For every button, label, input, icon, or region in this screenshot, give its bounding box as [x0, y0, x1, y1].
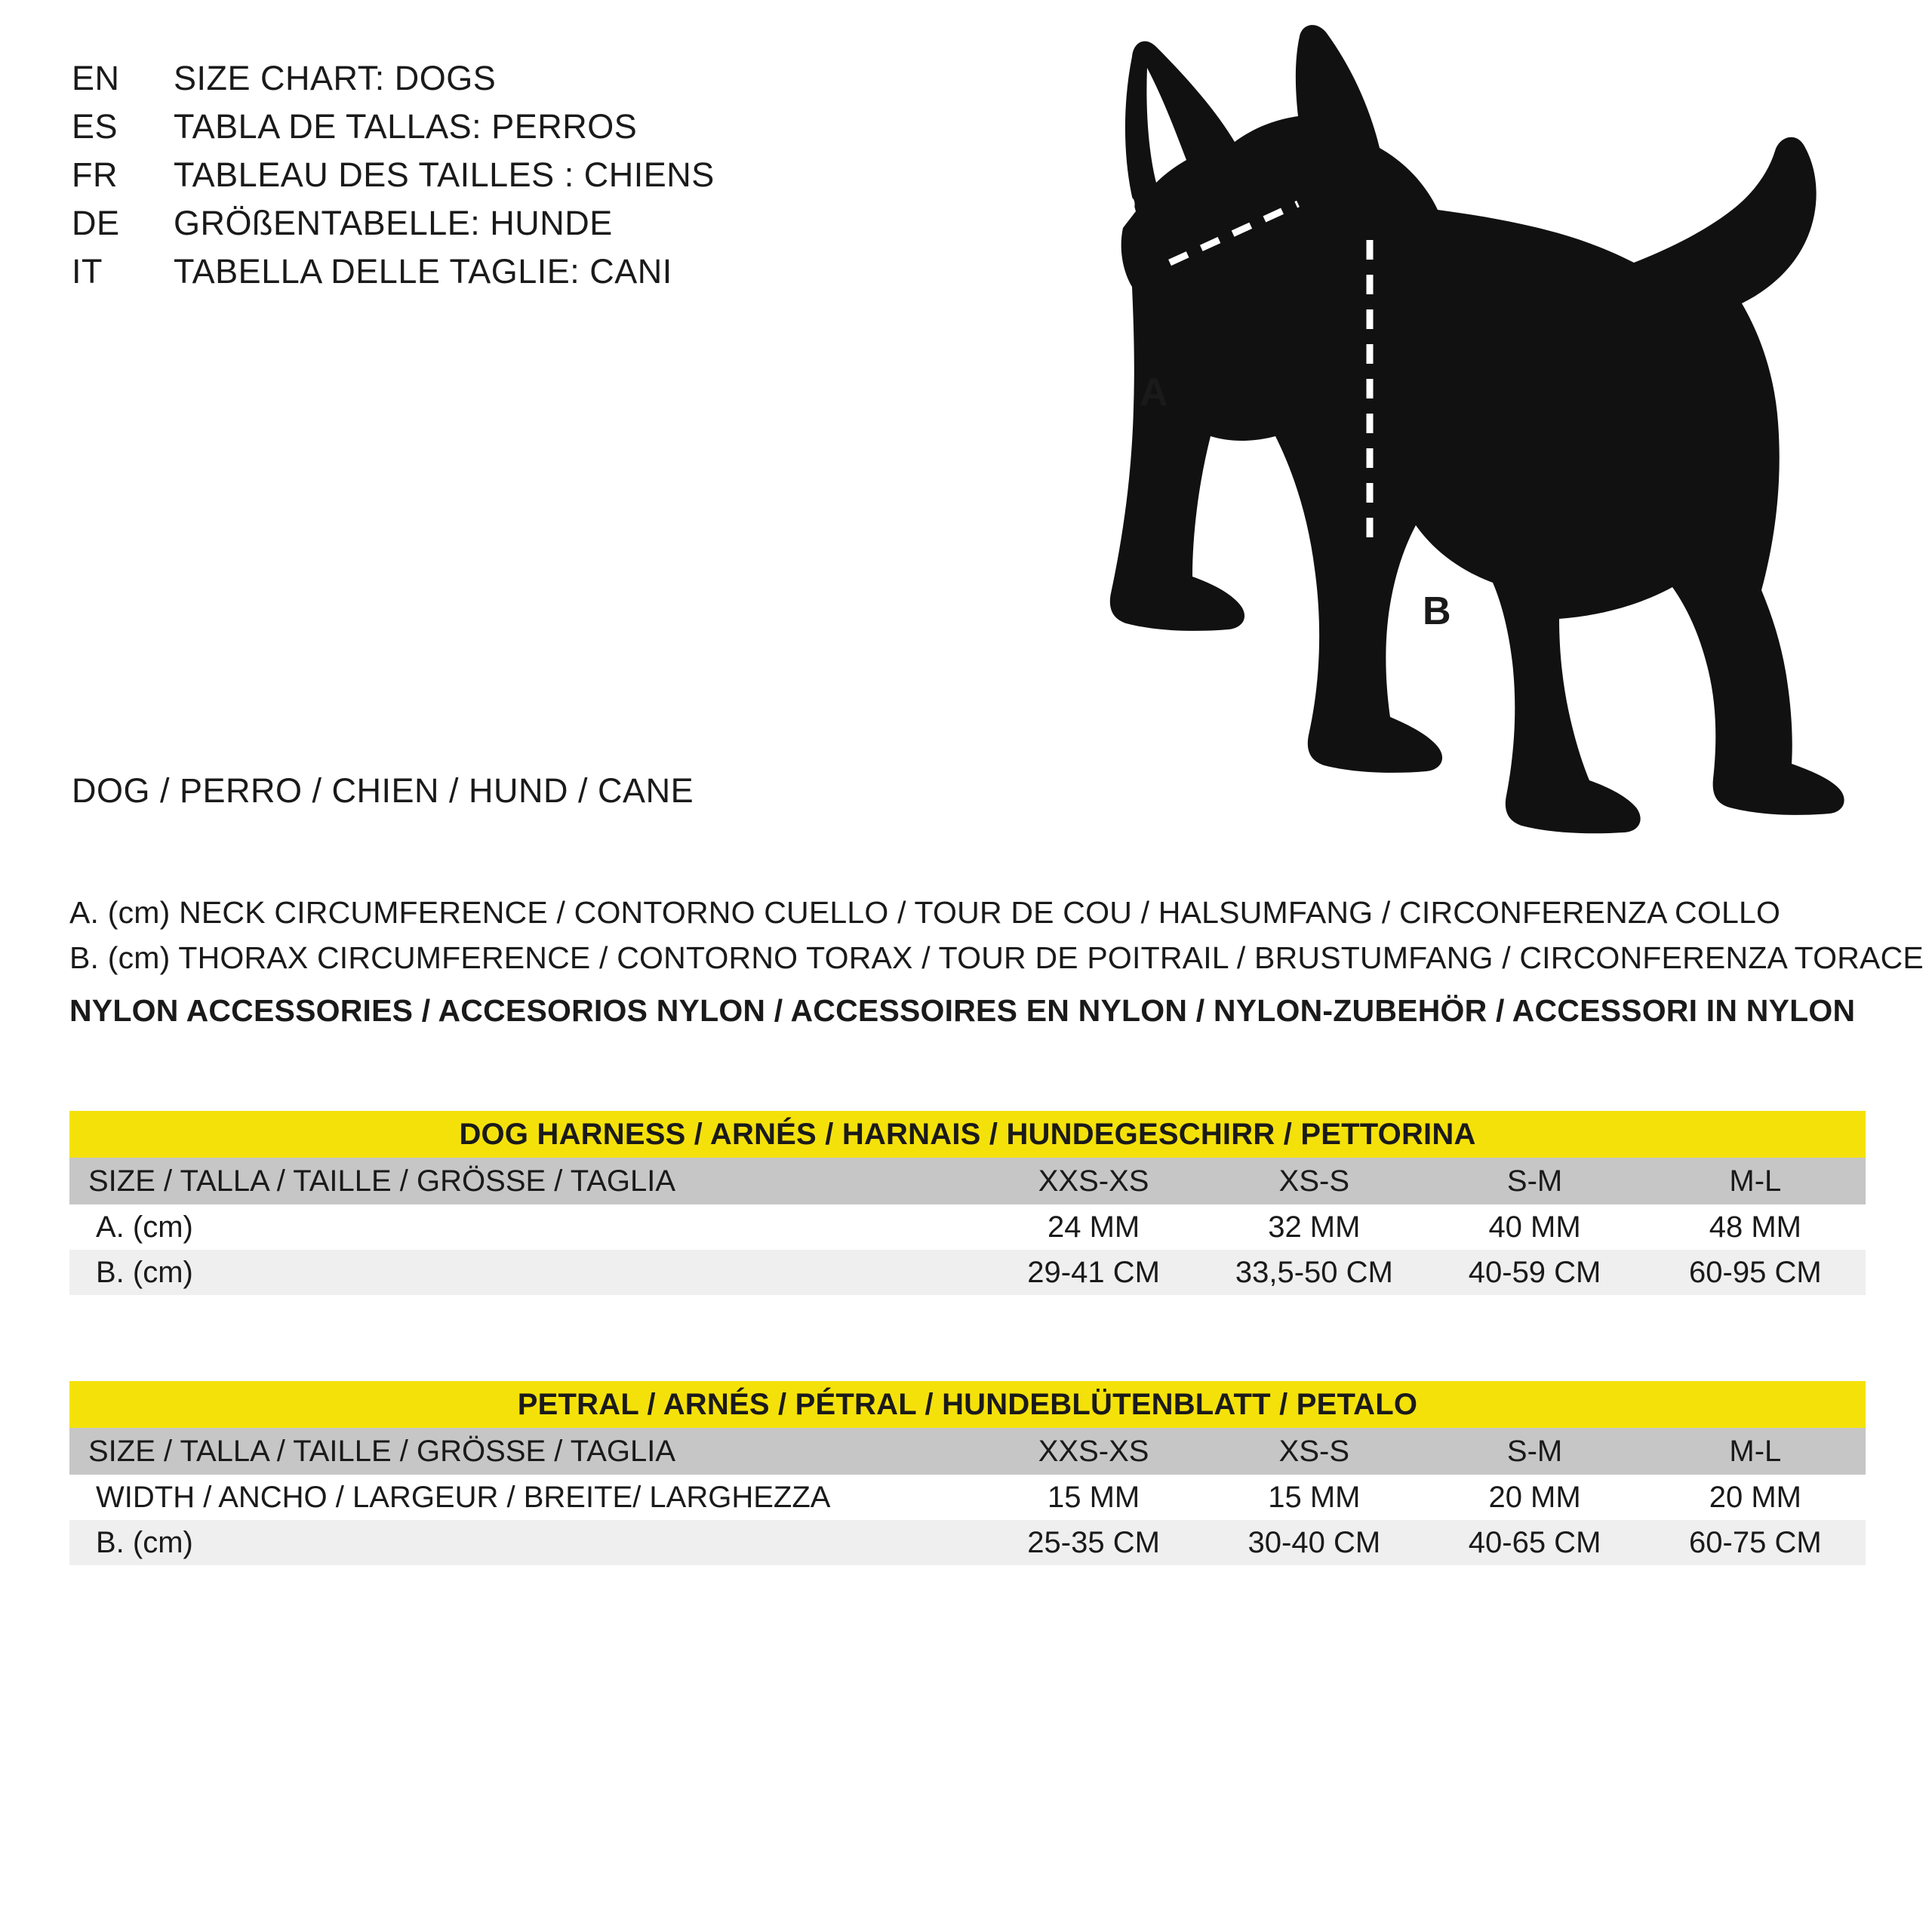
row-value: 15 MM: [983, 1475, 1204, 1520]
table-title: PETRAL / ARNÉS / PÉTRAL / HUNDEBLÜTENBLATT / PETALO: [69, 1381, 1866, 1428]
language-title: TABELLA DELLE TAGLIE: CANI: [174, 251, 672, 291]
row-value: 30-40 CM: [1204, 1520, 1424, 1565]
row-value: 40-65 CM: [1424, 1520, 1644, 1565]
dog-harness-table: [69, 1111, 1866, 1295]
row-value: 40-59 CM: [1424, 1250, 1644, 1295]
row-value: 60-95 CM: [1645, 1250, 1866, 1295]
language-title: TABLEAU DES TAILLES : CHIENS: [174, 155, 715, 194]
size-header-s-m: S-M: [1424, 1428, 1644, 1475]
language-code: IT: [72, 251, 103, 291]
row-value: 29-41 CM: [983, 1250, 1204, 1295]
size-header-s-m: S-M: [1424, 1158, 1644, 1204]
language-title: TABLA DE TALLAS: PERROS: [174, 106, 638, 146]
table-title: DOG HARNESS / ARNÉS / HARNAIS / HUNDEGESCHIRR / PETTORINA: [69, 1111, 1866, 1158]
language-row: [72, 54, 1015, 103]
language-header-block: [72, 54, 1015, 295]
row-label: WIDTH / ANCHO / LARGEUR / BREITE/ LARGHEZZA: [69, 1475, 983, 1520]
language-row: [72, 248, 1015, 296]
table-header-row: [69, 1428, 1866, 1475]
language-row: [72, 103, 1015, 151]
size-header-xs-s: XS-S: [1204, 1428, 1424, 1475]
legend-line-a: A. (cm) NECK CIRCUMFERENCE / CONTORNO CUELLO / TOUR DE COU / HALSUMFANG / CIRCONFERENZA COLLO: [69, 895, 1781, 930]
row-value: 20 MM: [1645, 1475, 1866, 1520]
row-label: B. (cm): [69, 1250, 983, 1295]
language-code: ES: [72, 106, 118, 146]
row-value: 60-75 CM: [1645, 1520, 1866, 1565]
row-label: B. (cm): [69, 1520, 983, 1565]
dog-silhouette-icon: [1049, 23, 1894, 845]
table-title-row: [69, 1381, 1866, 1428]
table-row: [69, 1475, 1866, 1520]
row-value: 33,5-50 CM: [1204, 1250, 1424, 1295]
language-code: FR: [72, 155, 118, 194]
row-value: 15 MM: [1204, 1475, 1424, 1520]
language-code: DE: [72, 203, 120, 242]
legend-block: [69, 891, 1924, 1034]
size-header-m-l: M-L: [1645, 1158, 1866, 1204]
table-header-row: [69, 1158, 1866, 1204]
size-header-xxs-xs: XXS-XS: [983, 1158, 1204, 1204]
language-title: SIZE CHART: DOGS: [174, 59, 497, 97]
row-value: 24 MM: [983, 1204, 1204, 1250]
language-code: EN: [72, 59, 120, 97]
language-title: GRÖßENTABELLE: HUNDE: [174, 203, 613, 242]
table-row: [69, 1520, 1866, 1565]
size-header-label: SIZE / TALLA / TAILLE / GRÖSSE / TAGLIA: [69, 1158, 983, 1204]
size-header-xxs-xs: XXS-XS: [983, 1428, 1204, 1475]
row-label: A. (cm): [69, 1204, 983, 1250]
row-value: 32 MM: [1204, 1204, 1424, 1250]
row-value: 40 MM: [1424, 1204, 1644, 1250]
language-row: [72, 199, 1015, 248]
table-title-row: [69, 1111, 1866, 1158]
row-value: 25-35 CM: [983, 1520, 1204, 1565]
legend-line-materials: NYLON ACCESSORIES / ACCESORIOS NYLON / ACCESSOIRES EN NYLON / NYLON-ZUBEHÖR / ACCESSORI IN NYLON: [69, 992, 1856, 1028]
table-row: [69, 1250, 1866, 1295]
legend-line-b: B. (cm) THORAX CIRCUMFERENCE / CONTORNO TORAX / TOUR DE POITRAIL / BRUSTUMFANG / CIRCONFERENZA TORACE: [69, 940, 1924, 975]
size-header-m-l: M-L: [1645, 1428, 1866, 1475]
language-row: [72, 151, 1015, 199]
dog-caption: DOG / PERRO / CHIEN / HUND / CANE: [72, 771, 694, 810]
measure-label-b: B: [1423, 589, 1451, 633]
measure-label-a: A: [1140, 371, 1168, 414]
table-row: [69, 1204, 1866, 1250]
size-header-label: SIZE / TALLA / TAILLE / GRÖSSE / TAGLIA: [69, 1428, 983, 1475]
petral-table: [69, 1381, 1866, 1565]
row-value: 20 MM: [1424, 1475, 1644, 1520]
size-header-xs-s: XS-S: [1204, 1158, 1424, 1204]
row-value: 48 MM: [1645, 1204, 1866, 1250]
